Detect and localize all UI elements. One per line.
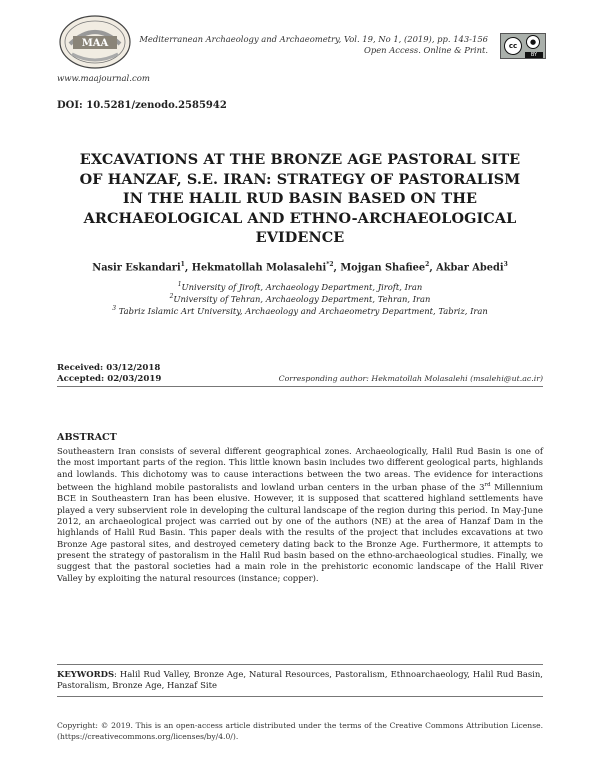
abstract-heading: ABSTRACT	[57, 432, 117, 443]
affiliation	[40, 281, 560, 292]
by-label: BY	[525, 52, 543, 58]
keywords-label: KEYWORDS	[57, 669, 115, 679]
logo-text: MAA	[81, 38, 109, 49]
affiliation	[40, 305, 560, 316]
affiliation	[40, 293, 560, 304]
abstract-text-part: Millennium BCE in Southeastern Iran has been elusive. However, it is supposed that scattered highland settlements have played a very subservient role in developing the cultural landscape of the region during this period. In May-June 2012, an archaeological project was carried out by one of the authors (NE) at the area of Hanzaf Dam in the highlands of Halil Rud Basin. This paper deals with the results of the project that includes excavations at two Bronze Age pastoral sites, and destroyed cemetery dating back to the Bronze Age. Furthermore, it attempts to present the strategy of pastoralism in the Halil Rud basin based on the ethno-archaeological studies. Finally, we suggest that the pastoral societies had a main role in the prehistoric economic landscape of the Halil River Valley by exploiting the natural resources (instance; copper).	[57, 481, 543, 583]
title-line: EVIDENCE	[255, 229, 345, 246]
paper-title	[56, 150, 544, 248]
author-name: Mojgan Shafiee	[340, 262, 426, 274]
affiliation-mark: 1	[177, 281, 182, 288]
abstract-text-part: Southeastern Iran consists of several different geographical zones. Archaeologically, Halil Rud Basin is one of the most important parts of the region. This little known basin includes two different geological parts, highlands and lowlands. This dichotomy was to cause interactions between the two areas. The evidence for interactions between the highland mobile pastoralists and lowland urban centers in the urban phase of the 3	[57, 446, 543, 492]
affiliation-mark: 2	[169, 293, 174, 300]
title-line: IN THE HALIL RUD BASIN BASED ON THE	[122, 190, 478, 207]
affiliation-text: University of Tehran, Archaeology Department, Tehran, Iran	[173, 293, 431, 304]
divider	[57, 386, 543, 387]
journal-citation: Mediterranean Archaeology and Archaeometry, Vol. 19, No 1, (2019), pp. 143-156	[139, 34, 488, 44]
author-mark: *2	[326, 261, 334, 268]
accepted-date: Accepted: 02/03/2019	[57, 374, 162, 384]
author-mark: 1	[180, 261, 185, 268]
corresponding-author: Corresponding author: Hekmatollah Molasalehi (msalehi@ut.ac.ir)	[278, 374, 543, 383]
keywords	[57, 669, 543, 692]
divider	[57, 696, 543, 697]
title-line: EXCAVATIONS AT THE BRONZE AGE PASTORAL SITE	[79, 151, 521, 168]
cc-by-license-badge[interactable]	[500, 33, 546, 59]
cc-icon: cc	[504, 37, 522, 55]
author-name: Hekmatollah Molasalehi	[191, 262, 327, 274]
affiliation-mark: 3	[112, 305, 117, 312]
title-line: OF HANZAF, S.E. IRAN: STRATEGY OF PASTORALISM	[79, 170, 521, 188]
open-access-note: Open Access. Online & Print.	[363, 45, 488, 55]
abstract-text	[57, 446, 543, 584]
journal-site-url[interactable]: www.maajournal.com	[57, 74, 150, 84]
author-name: Akbar Abedi	[436, 262, 504, 274]
doi[interactable]: DOI: 10.5281/zenodo.2585942	[57, 100, 227, 111]
copyright-notice: Copyright: © 2019. This is an open-access article distributed under the terms of the Creative Commons Attribution License. (https://creativecommons.org/licenses/by/4.0/).	[57, 721, 543, 741]
keywords-text: : Halil Rud Valley, Bronze Age, Natural Resources, Pastoralism, Ethnoarchaeology, Halil Rud Basin, Pastoralism, Bronze Age, Hanzaf Site	[57, 669, 543, 691]
author-name: Nasir Eskandari	[92, 262, 181, 274]
affiliation-text: University of Jiroft, Archaeology Department, Jiroft, Iran	[181, 281, 423, 292]
attribution-person-icon: ●	[526, 35, 540, 49]
affiliation-text: Tabriz Islamic Art University, Archaeology and Archaeometry Department, Tabriz, Iran	[116, 305, 488, 316]
title-line: ARCHAEOLOGICAL AND ETHNO-ARCHAEOLOGICAL	[83, 209, 517, 227]
received-date: Received: 03/12/2018	[57, 363, 161, 373]
author-mark: 3	[503, 261, 508, 268]
author-list: Nasir Eskandari$^1$, Hekmatollah Molasalehi$^{*2}$, Mojgan Shafiee$^2$, Akbar Abedi$^3$	[92, 261, 508, 274]
abstract-superscript: rd	[484, 482, 491, 489]
divider	[57, 664, 543, 665]
author-mark: 2	[425, 261, 430, 268]
